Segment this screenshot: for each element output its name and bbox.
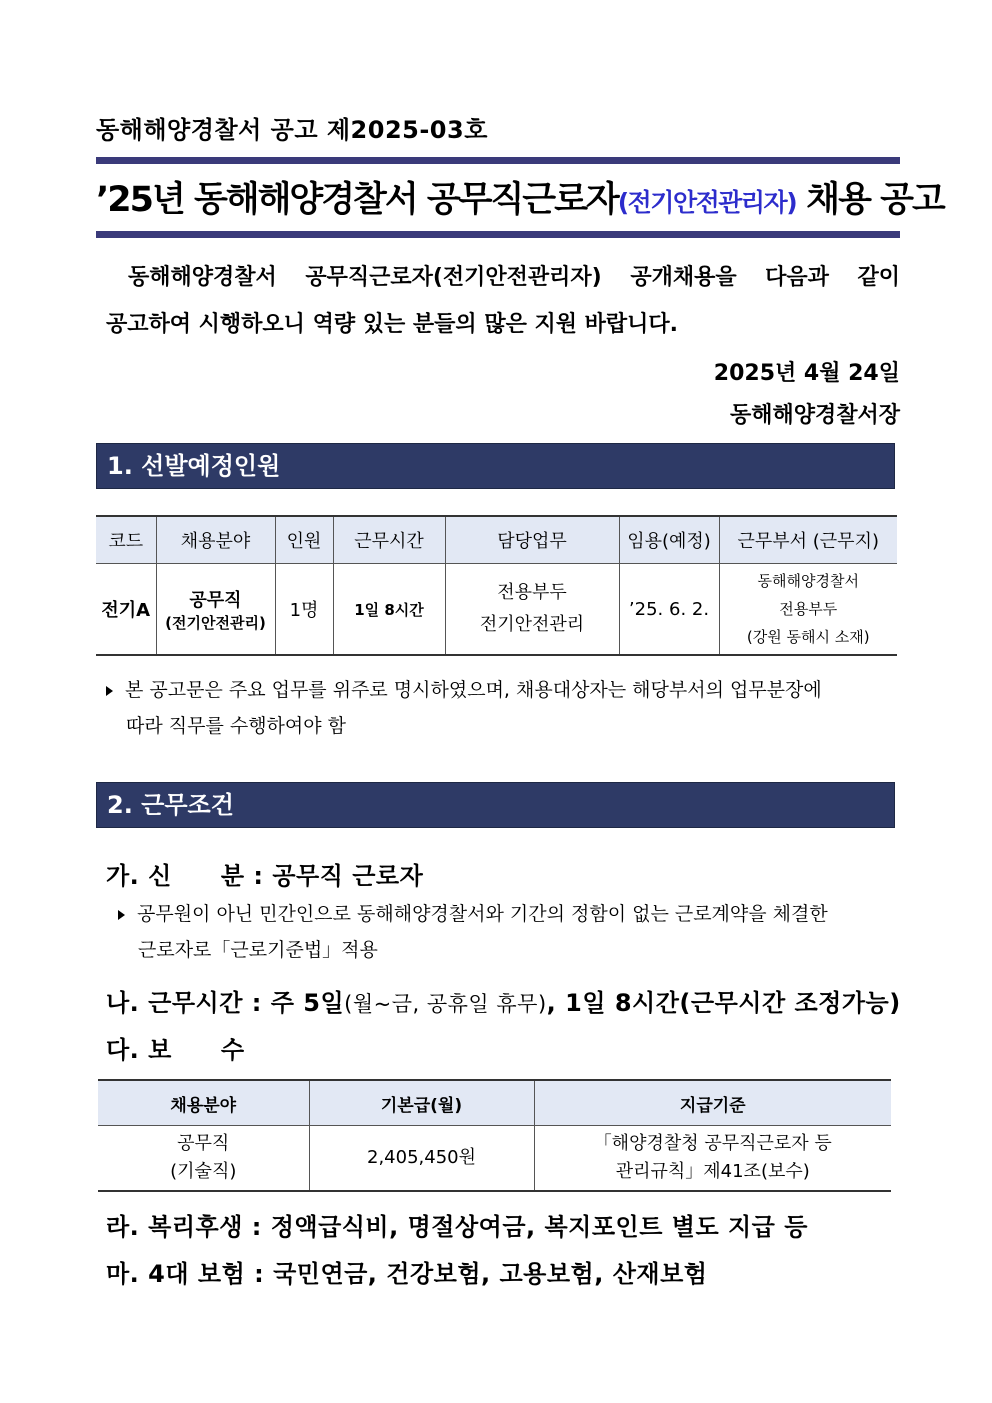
page-title — [96, 172, 944, 232]
cell-code: 전기A — [96, 564, 156, 656]
pay-cell-basis — [534, 1126, 891, 1192]
bullet-triangle-icon — [106, 686, 113, 696]
na-part-a: 나. 근무시간 : 주 5일 — [106, 989, 345, 1017]
issuer-name: 동해해양경찰서장 — [729, 403, 900, 428]
pay-table — [98, 1079, 891, 1192]
table-row — [98, 1126, 891, 1192]
pay-field-line-1: 공무직 — [177, 1133, 230, 1154]
ga-note — [118, 896, 900, 968]
recruit-table-header — [96, 516, 897, 564]
title-top-rule — [96, 157, 900, 164]
col-duty: 담당업무 — [445, 516, 619, 564]
pay-table-header — [98, 1080, 891, 1126]
cell-duty — [445, 564, 619, 656]
note-line-2: 따라 직무를 수행하여야 함 — [126, 715, 347, 737]
pay-cell-field — [98, 1126, 309, 1192]
pay-col-salary: 기본급(월) — [309, 1080, 534, 1126]
field-sub: (전기안전관리) — [165, 613, 266, 632]
cell-field — [156, 564, 275, 656]
title-bottom-rule — [96, 231, 900, 238]
pay-cell-salary: 2,405,450원 — [309, 1126, 534, 1192]
col-appoint: 임용(예정) — [619, 516, 719, 564]
bullet-triangle-icon — [118, 910, 125, 920]
col-field: 채용분야 — [156, 516, 275, 564]
section-2-header: 2. 근무조건 — [96, 782, 895, 828]
intro-line-2: 공고하여 시행하오니 역량 있는 분들의 많은 지원 바랍니다. — [106, 312, 679, 337]
pay-col-basis: 지급기준 — [534, 1080, 891, 1126]
item-na — [106, 983, 901, 1018]
col-dept: 근무부서 (근무지) — [719, 516, 897, 564]
title-main-prefix: ’25년 동해해양경찰서 공무직근로자 — [96, 180, 618, 220]
recruit-table — [96, 515, 897, 656]
cell-appoint: ’25. 6. 2. — [619, 564, 719, 656]
item-ra: 라. 복리후생 : 정액급식비, 명절상여금, 복지포인트 별도 지급 등 — [106, 1213, 808, 1241]
col-code: 코드 — [96, 516, 156, 564]
col-hours: 근무시간 — [333, 516, 445, 564]
item-da: 다. 보 수 — [106, 1036, 245, 1064]
title-main-suffix: 채용 공고 — [796, 180, 944, 220]
title-subtitle: (전기안전관리자) — [617, 188, 797, 217]
field-main: 공무직 — [189, 589, 242, 611]
na-part-c: , 1일 8시간(근무시간 조정가능) — [546, 989, 901, 1017]
cell-hours: 1일 8시간 — [333, 564, 445, 656]
pay-col-field: 채용분야 — [98, 1080, 309, 1126]
na-part-b: (월~금, 공휴일 휴무) — [344, 992, 547, 1016]
duty-line-1: 전용부두 — [497, 582, 567, 603]
note-line-1: 본 공고문은 주요 업무를 위주로 명시하였으며, 채용대상자는 해당부서의 업무분장에 — [125, 679, 822, 701]
dept-line-3: (강원 동해시 소재) — [746, 628, 870, 646]
col-count: 인원 — [275, 516, 333, 564]
section-1-header: 1. 선발예정인원 — [96, 443, 895, 489]
cell-count: 1명 — [275, 564, 333, 656]
item-ga: 가. 신 분 : 공무직 근로자 — [106, 862, 424, 890]
ga-note-line-1: 공무원이 아닌 민간인으로 동해해양경찰서와 기간의 정함이 없는 근로계약을 체결한 — [137, 903, 828, 925]
item-ma: 마. 4대 보험 : 국민연금, 건강보험, 고용보험, 산재보험 — [106, 1260, 708, 1288]
intro-line-1: 동해해양경찰서 공무직근로자(전기안전관리자) 공개채용을 다음과 같이 — [128, 265, 900, 290]
cell-dept — [719, 564, 897, 656]
notice-date: 2025년 4월 24일 — [713, 361, 900, 386]
duty-line-2: 전기안전관리 — [479, 614, 585, 635]
dept-line-2: 전용부두 — [779, 600, 838, 618]
ga-note-line-2: 근로자로「근로기준법」적용 — [138, 939, 378, 961]
dept-line-1: 동해해양경찰서 — [757, 572, 859, 590]
notice-number: 동해해양경찰서 공고 제2025-03호 — [96, 116, 488, 144]
table-row — [96, 564, 897, 656]
pay-field-line-2: (기술직) — [170, 1161, 237, 1182]
pay-basis-line-1: 「해양경찰청 공무직근로자 등 — [593, 1133, 832, 1154]
pay-basis-line-2: 관리규칙」제41조(보수) — [615, 1161, 810, 1182]
intro-paragraph — [106, 254, 900, 348]
section-1-note — [106, 672, 900, 744]
